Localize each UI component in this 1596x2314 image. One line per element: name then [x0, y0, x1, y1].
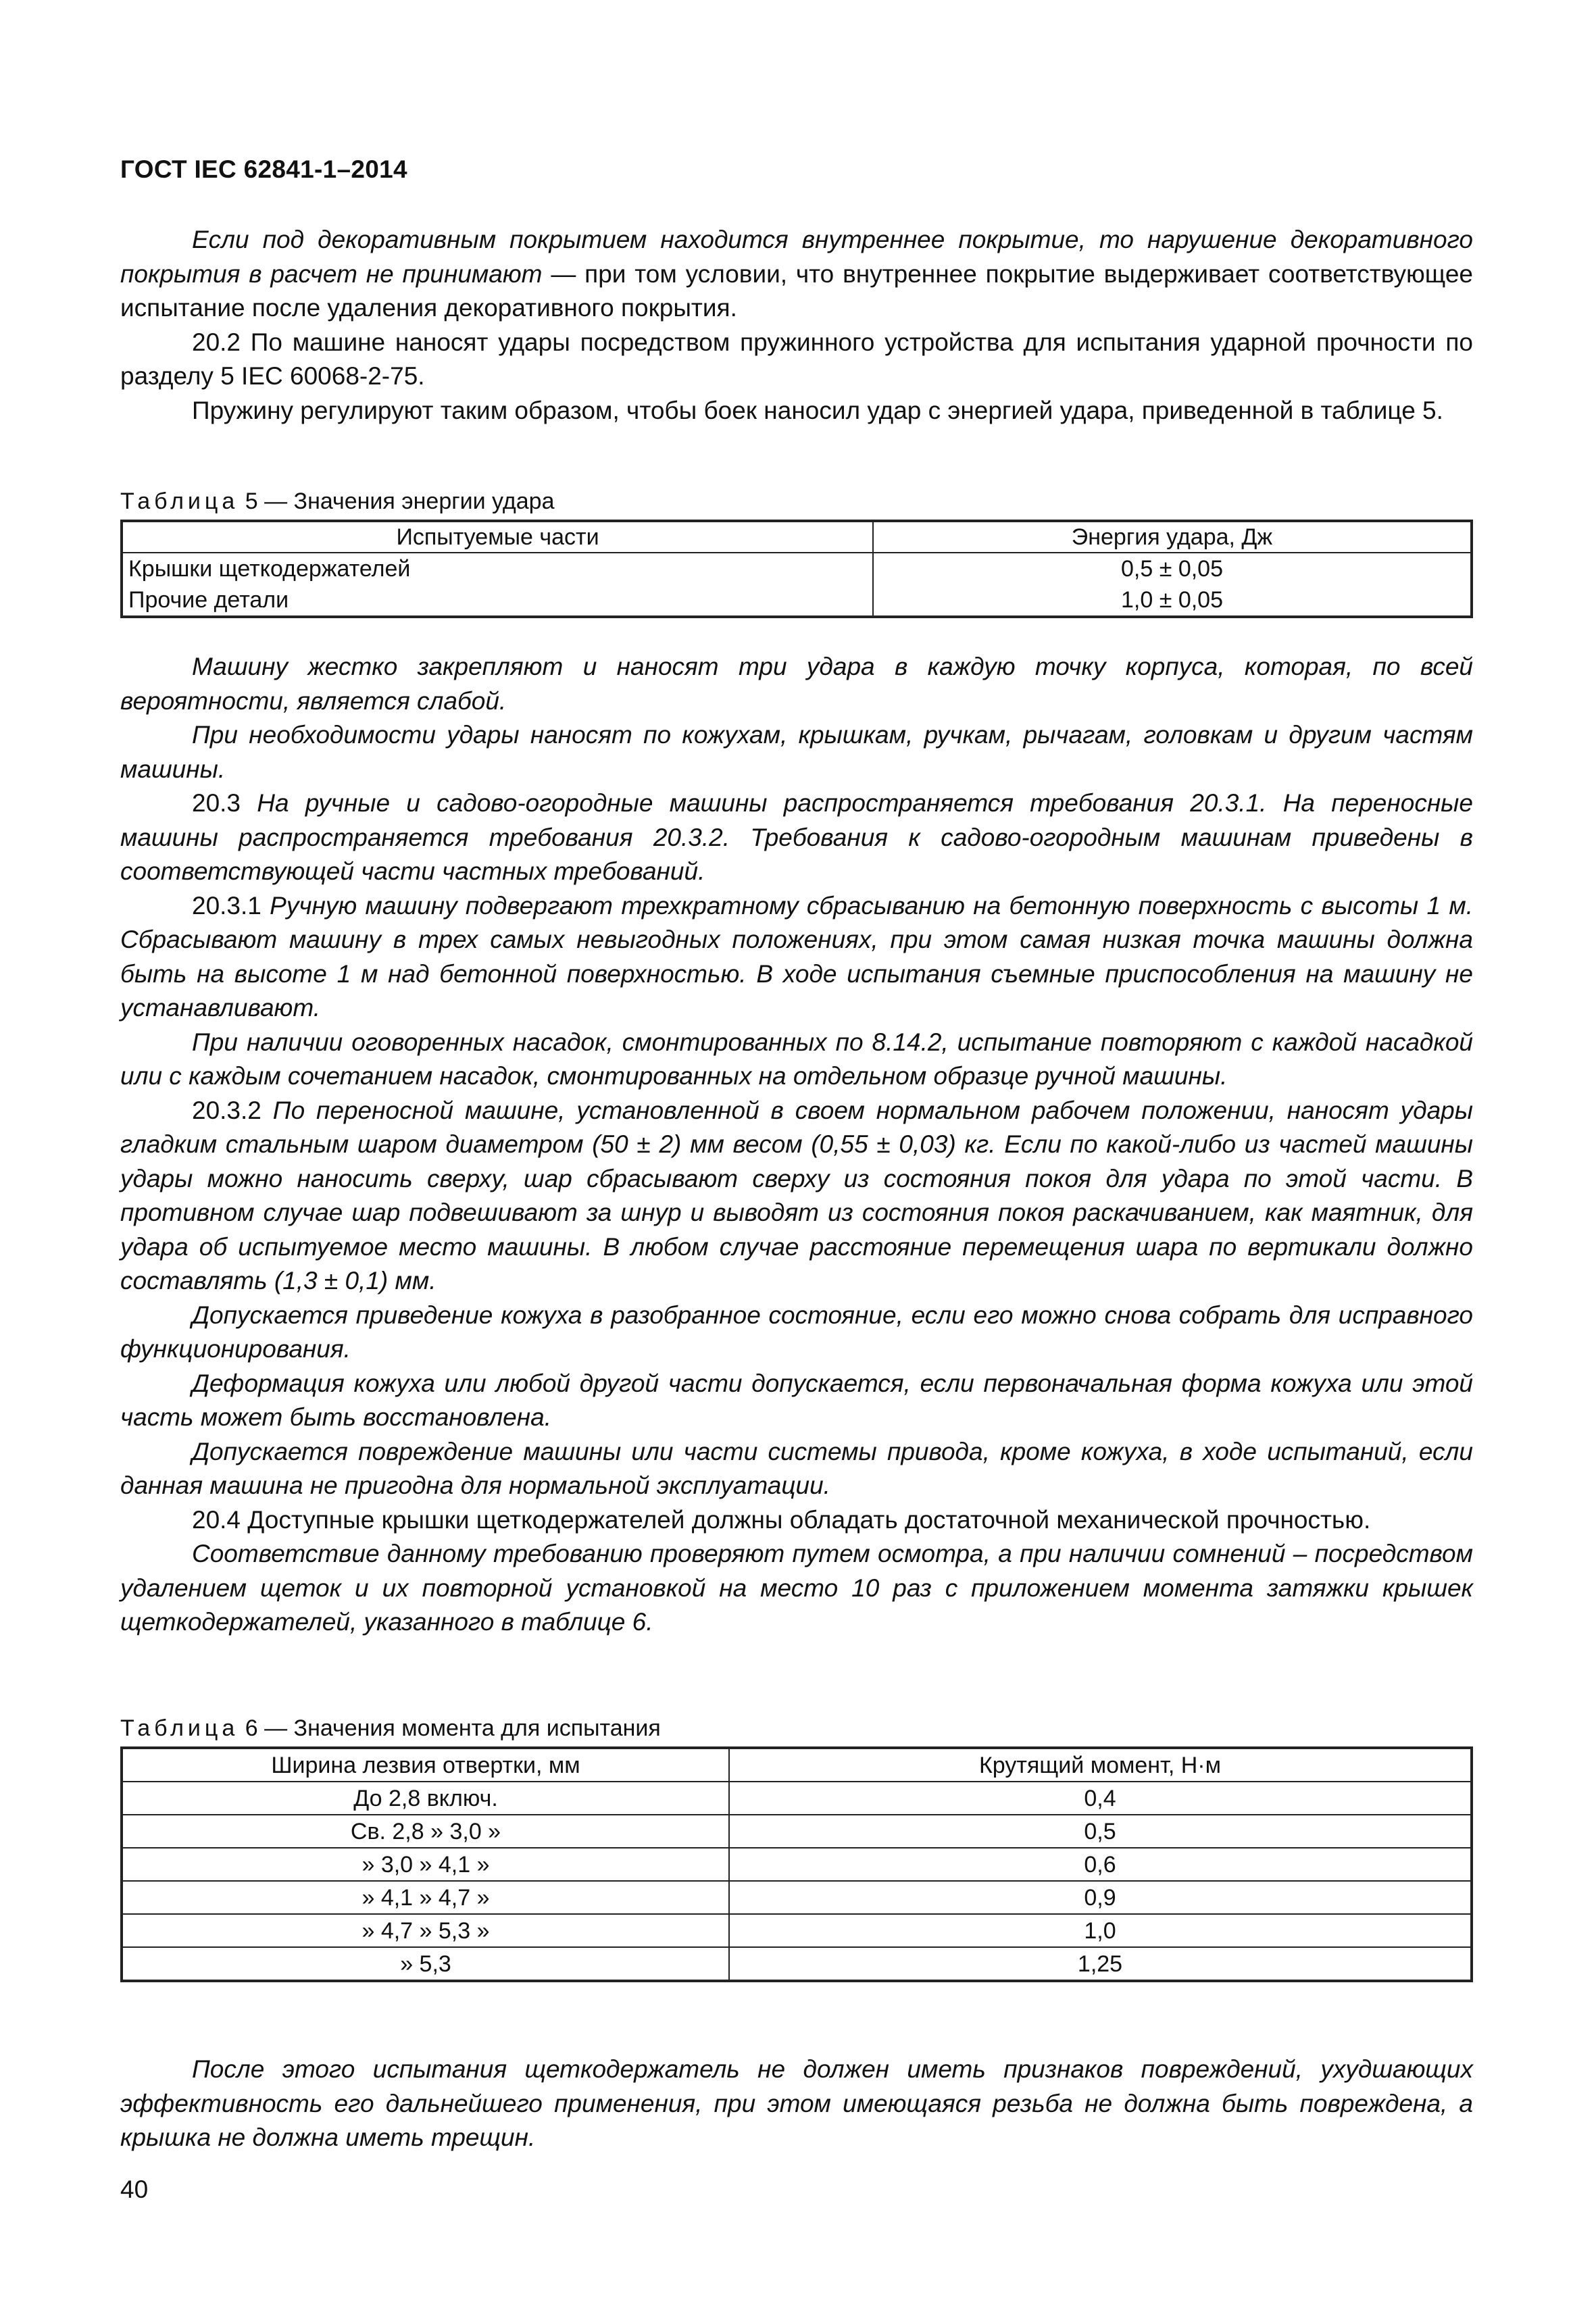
table-cell: 0,9: [729, 1881, 1472, 1914]
paragraph: 20.3 На ручные и садово-огородные машины распространяется требования 20.3.1. На переносные машины распространяется требования 20.3.2. Требования к садово-огородным машинам приведены в соответствующей части частных требований.: [120, 789, 1473, 885]
paragraph: 20.2 По машине наносят удары посредством пружинного устройства для испытания ударной прочности по разделу 5 IEC 60068-2-75.: [120, 328, 1473, 390]
paragraph: Допускается повреждение машины или части системы привода, кроме кожуха, в ходе испытаний, если данная машина не пригодна для нормальной эксплуатации.: [120, 1437, 1473, 1499]
table-row: [122, 584, 1472, 617]
paragraph: Если под декоративным покрытием находится внутреннее покрытие, то нарушение декоративного покрытия в расчет не принимают — при том условии, что внутреннее покрытие выдерживает соответствующее испытание после удаления декоративного покрытия.: [120, 226, 1473, 322]
paragraph: 20.4 Доступные крышки щеткодержателей должны обладать достаточной механической прочностью.: [192, 1505, 1371, 1534]
paragraph: 20.3.2 По переносной машине, установленной в своем нормальном рабочем положении, наносят удары гладким стальным шаром диаметром (50 ± 2) мм весом (0,55 ± 0,03) кг. Если по какой-либо из частей машины удары можно наносить сверху, шар сбрасывают сверху из состояния покоя для удара по этой части. В противном случае шар подвешивают за шнур и выводят из состояния покоя раскачиванием, как маятник, для удара об испытуемое место машины. В любом случае расстояние перемещения шара по вертикали должно составлять (1,3 ± 0,1) мм.: [120, 1096, 1473, 1294]
paragraph: После этого испытания щеткодержатель не должен иметь признаков повреждений, ухудшающих эффективность его дальнейшего применения, при этом имеющаяся резьба не должна быть повреждена, а крышка не должна иметь трещин.: [120, 2055, 1473, 2151]
text-block-1: [120, 223, 1473, 428]
table-row: [122, 553, 1472, 584]
text-block-2: [120, 650, 1473, 1640]
table-cell: Прочие детали: [122, 584, 873, 617]
table-row: [122, 1881, 1472, 1914]
table-5: [120, 520, 1473, 618]
document-header: ГОСТ IEC 62841-1–2014: [120, 155, 407, 183]
table-cell: 1,0: [729, 1914, 1472, 1947]
page-number: 40: [120, 2175, 149, 2203]
table-cell: » 4,1 » 4,7 »: [122, 1881, 729, 1914]
paragraph: Пружину регулируют таким образом, чтобы боек наносил удар с энергией удара, приведенной в таблице 5.: [192, 396, 1443, 424]
paragraph: 20.3.1 Ручную машину подвергают трехкратному сбрасыванию на бетонную поверхность с высоты 1 м. Сбрасывают машину в трех самых невыгодных положениях, при этом самая низкая точка машины должна быть на высоте 1 м над бетонной поверхностью. В ходе испытания съемные приспособления на машину не устанавливают.: [120, 891, 1473, 1022]
table-cell: » 5,3: [122, 1947, 729, 1981]
table-cell: До 2,8 включ.: [122, 1782, 729, 1815]
paragraph: Деформация кожуха или любой другой части допускается, если первоначальная форма кожуха или этой часть может быть восстановлена.: [120, 1369, 1473, 1431]
paragraph: Машину жестко закрепляют и наносят три удара в каждую точку корпуса, которая, по всей вероятности, является слабой.: [120, 653, 1473, 715]
paragraph: Соответствие данному требованию проверяют путем осмотра, а при наличии сомнений – посредством удалением щеток и их повторной установкой на место 10 раз с приложением момента затяжки крышек щеткодержателей, указанного в таблице 6.: [120, 1540, 1473, 1636]
table-row: [122, 1815, 1472, 1848]
table-cell: 0,4: [729, 1782, 1472, 1815]
table-6: [120, 1746, 1473, 1982]
table-cell: 0,5 ± 0,05: [873, 553, 1472, 584]
text-block-3: [120, 2053, 1473, 2155]
column-header: Энергия удара, Дж: [873, 521, 1472, 553]
paragraph: При необходимости удары наносят по кожухам, крышкам, ручкам, рычагам, головкам и другим частям машины.: [120, 721, 1473, 783]
table-header-row: [122, 1748, 1472, 1782]
paragraph: При наличии оговоренных насадок, смонтированных по 8.14.2, испытание повторяют с каждой насадкой или с каждым сочетанием насадок, смонтированных на отдельном образце ручной машины.: [120, 1028, 1473, 1090]
table-row: [122, 1947, 1472, 1981]
table-cell: » 3,0 » 4,1 »: [122, 1848, 729, 1881]
table-5-caption: Таблица 5 — Значения энергии удара: [120, 488, 555, 514]
table-cell: 1,25: [729, 1947, 1472, 1981]
table-cell: » 4,7 » 5,3 »: [122, 1914, 729, 1947]
table-row: [122, 1782, 1472, 1815]
table-cell: Св. 2,8 » 3,0 »: [122, 1815, 729, 1848]
column-header: Ширина лезвия отвертки, мм: [122, 1748, 729, 1782]
column-header: Испытуемые части: [122, 521, 873, 553]
table-cell: Крышки щеткодержателей: [122, 553, 873, 584]
table-cell: 0,5: [729, 1815, 1472, 1848]
column-header: Крутящий момент, Н·м: [729, 1748, 1472, 1782]
table-header-row: [122, 521, 1472, 553]
table-cell: 1,0 ± 0,05: [873, 584, 1472, 617]
paragraph: Допускается приведение кожуха в разобранное состояние, если его можно снова собрать для исправного функционирования.: [120, 1301, 1473, 1363]
table-cell: 0,6: [729, 1848, 1472, 1881]
table-row: [122, 1914, 1472, 1947]
table-6-caption: Таблица 6 — Значения момента для испытания: [120, 1715, 661, 1741]
table-row: [122, 1848, 1472, 1881]
